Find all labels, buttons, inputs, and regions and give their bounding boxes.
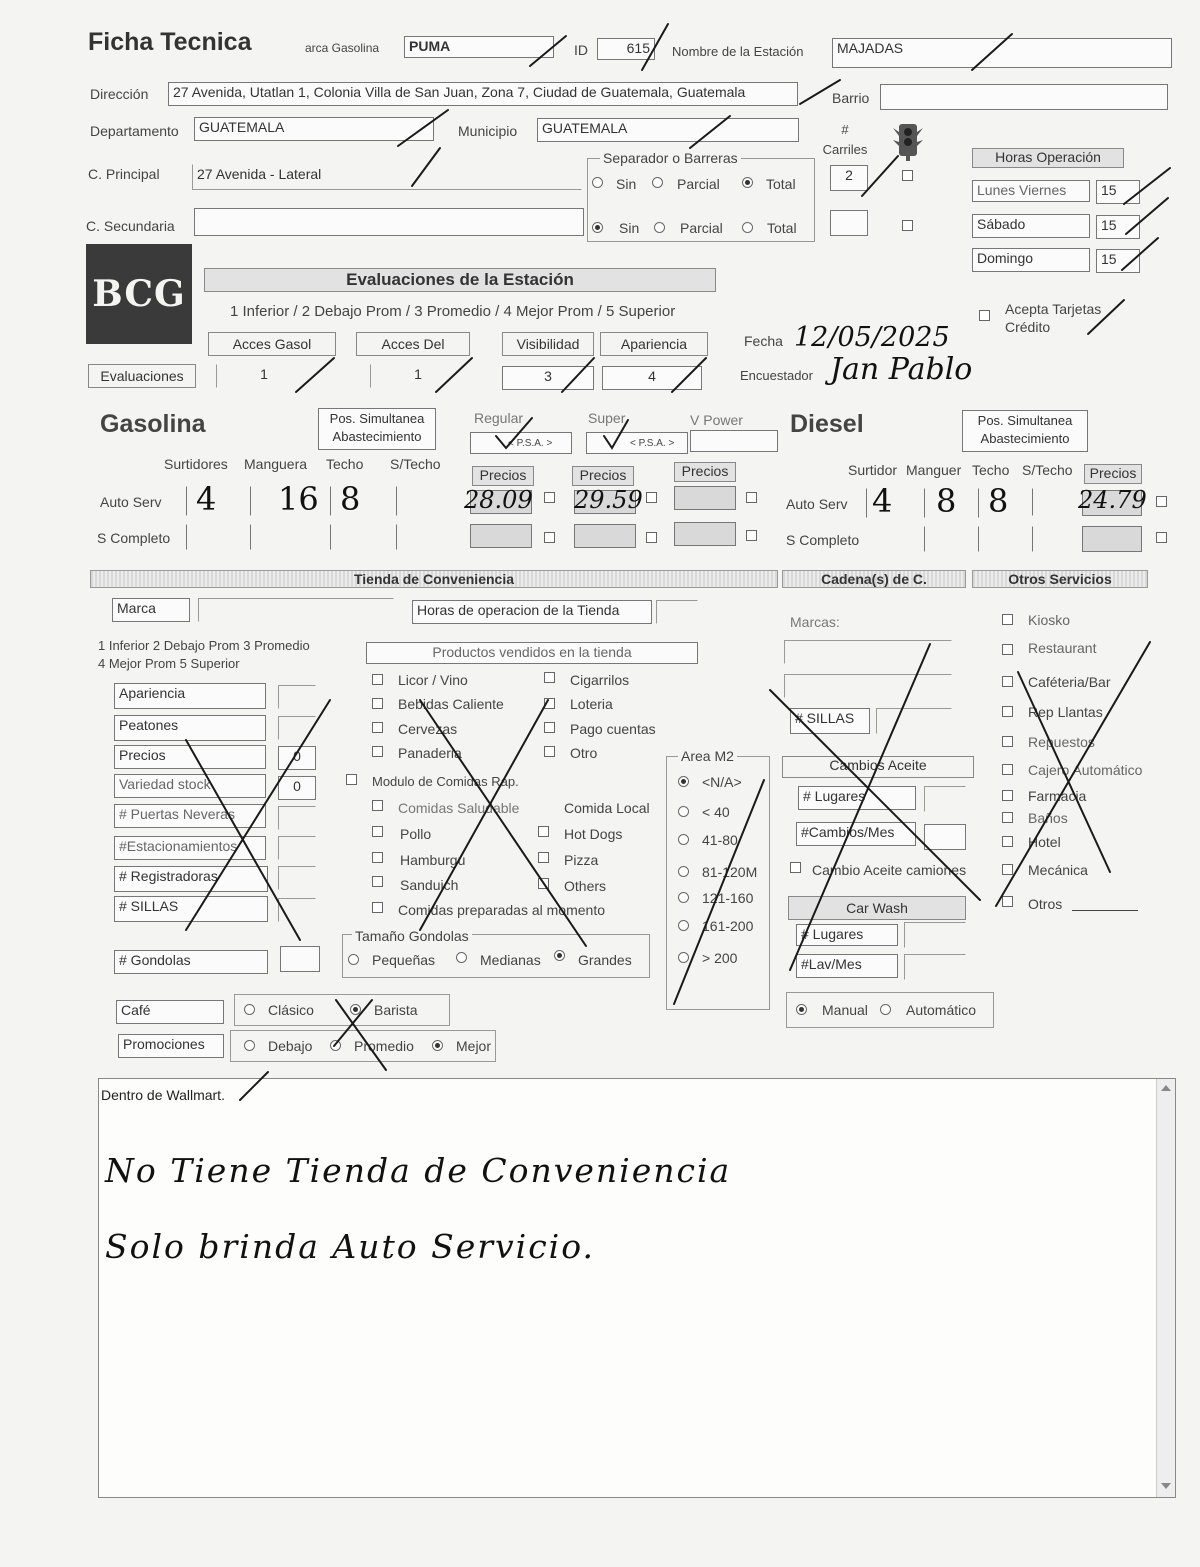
registradoras-field[interactable]	[278, 866, 316, 890]
cafe-label: Café	[116, 1000, 224, 1024]
cajero-checkbox[interactable]	[1002, 764, 1013, 775]
apariencia-eval-field[interactable]: 4	[602, 366, 702, 390]
estacionamientos-field[interactable]	[278, 836, 316, 860]
domingo-field[interactable]: 15	[1096, 249, 1140, 273]
area-group	[666, 756, 770, 1010]
c-principal-label: C. Principal	[88, 166, 160, 182]
visibilidad-label: Visibilidad	[502, 332, 594, 356]
acces-gasol-label: Acces Gasol	[208, 332, 336, 356]
area-161-200-radio[interactable]	[678, 920, 689, 931]
sep1-sin-radio[interactable]	[592, 177, 603, 188]
barrio-label: Barrio	[832, 90, 870, 106]
panaderia-label: Panaderia	[398, 745, 462, 761]
cadenas-marcas-field-2[interactable]	[784, 674, 952, 698]
debajo-radio[interactable]	[244, 1040, 255, 1051]
gas-as-stecho[interactable]	[396, 486, 438, 516]
barista-radio[interactable]	[350, 1004, 361, 1015]
aceite-lugares-field[interactable]	[924, 786, 966, 812]
encuestador-value[interactable]: Jan Pablo	[830, 352, 973, 387]
tienda-apariencia-field[interactable]	[278, 685, 316, 709]
visibilidad-field[interactable]: 3	[502, 366, 594, 390]
cambios-aceite-header: Cambios Aceite	[782, 756, 974, 778]
otros-field[interactable]	[1072, 910, 1138, 911]
surtidores-header: Surtidores	[164, 456, 228, 472]
sep2-total-label: Total	[767, 220, 797, 236]
promedio-label: Promedio	[354, 1038, 414, 1054]
area-40-radio[interactable]	[678, 806, 689, 817]
pequenas-label: Pequeñas	[372, 952, 436, 968]
cambios-mes-field[interactable]	[924, 824, 966, 850]
hamburguesa-label: Hamburgu	[400, 852, 466, 868]
horas-operacion-header: Horas Operación	[972, 148, 1124, 168]
estacionamientos-label: #Estacionamientos	[114, 836, 266, 860]
cafeteria-label: Caféteria/Bar	[1028, 674, 1111, 690]
cadenas-sillas-label: # SILLAS	[790, 708, 870, 734]
separador-title: Separador o Barreras	[600, 150, 741, 166]
direccion-field[interactable]: 27 Avenida, Utatlan 1, Colonia Villa de San Juan, Zona 7, Ciudad de Guatemala, Guatemala	[168, 82, 798, 106]
area-40-label: < 40	[702, 804, 730, 820]
promedio-radio[interactable]	[330, 1040, 341, 1051]
super-psa-label: < P.S.A. >	[630, 438, 675, 449]
diesel-sc-precio[interactable]	[1082, 526, 1142, 552]
barrio-field[interactable]	[880, 84, 1168, 110]
farmacia-checkbox[interactable]	[1002, 790, 1013, 801]
bcg-logo	[86, 244, 192, 344]
cajero-label: Cajero Automático	[1028, 762, 1143, 778]
regular-psa-label: < P.S.A. >	[508, 438, 553, 449]
diesel-stecho-header: S/Techo	[1022, 462, 1073, 478]
diesel-auto-serv-label: Auto Serv	[786, 496, 848, 512]
notes-handwritten-line-2: Solo brinda Auto Servicio.	[105, 1227, 596, 1266]
tienda-marca-field[interactable]	[198, 598, 394, 622]
tienda-horas-field[interactable]	[656, 600, 698, 624]
mejor-radio[interactable]	[432, 1040, 443, 1051]
gas-as-manguera-value: 16	[278, 480, 319, 518]
gas-sc-regular-checkbox[interactable]	[544, 532, 555, 543]
gas-sc-precio-regular[interactable]	[470, 524, 532, 548]
id-label: ID	[574, 42, 588, 58]
domingo-label: Domingo	[972, 248, 1090, 272]
gasolina-pos-sim: Pos. Simultanea Abastecimiento	[318, 408, 436, 450]
tienda-sillas-field[interactable]	[278, 898, 316, 922]
camiones-label: Cambio Aceite camiones	[812, 862, 967, 878]
hamburguesa-checkbox[interactable]	[372, 852, 383, 863]
tienda-scale-1: 1 Inferior 2 Debajo Prom 3 Promedio	[98, 638, 310, 653]
manual-label: Manual	[822, 1002, 868, 1018]
rep-llantas-checkbox[interactable]	[1002, 706, 1013, 717]
otros-label: Otros	[1028, 896, 1063, 912]
cervezas-label: Cervezas	[398, 721, 458, 737]
tienda-header: Tienda de Conveniencia	[90, 570, 778, 588]
licor-checkbox[interactable]	[372, 674, 383, 685]
sep1-total-label: Total	[766, 176, 796, 192]
bebidas-label: Bebidas Caliente	[398, 696, 504, 712]
automatico-radio[interactable]	[880, 1004, 891, 1015]
cw-lav-label: #Lav/Mes	[796, 954, 898, 978]
cadenas-sillas-field[interactable]	[876, 708, 952, 734]
cadenas-marcas-field-1[interactable]	[784, 640, 952, 664]
diesel-as-manguer-value: 8	[936, 482, 957, 520]
farmacia-label: Farmacia	[1028, 788, 1087, 804]
pago-cuentas-checkbox[interactable]	[544, 722, 555, 733]
modulo-checkbox[interactable]	[346, 774, 357, 785]
mecanica-label: Mecánica	[1028, 862, 1088, 878]
variedad-label: Variedad stock	[114, 774, 266, 798]
puertas-neveras-field[interactable]	[278, 806, 316, 830]
gas-sc-super-checkbox[interactable]	[646, 532, 657, 543]
gas-as-surtidores-value: 4	[196, 480, 217, 518]
c-principal-field[interactable]: 27 Avenida - Lateral	[192, 164, 582, 190]
direccion-label: Dirección	[90, 86, 149, 102]
notes-typed: Dentro de Wallmart.	[101, 1087, 225, 1103]
kiosko-checkbox[interactable]	[1002, 614, 1013, 625]
scroll-down-icon[interactable]	[1161, 1483, 1171, 1489]
id-field[interactable]: 615	[597, 38, 655, 60]
c-secundaria-label: C. Secundaria	[86, 218, 175, 234]
gasolina-title: Gasolina	[100, 410, 206, 438]
bcg-logo-text: BCG	[92, 273, 186, 315]
pollo-checkbox[interactable]	[372, 826, 383, 837]
loteria-label: Loteria	[570, 696, 613, 712]
hotdogs-checkbox[interactable]	[538, 826, 549, 837]
area-121-160-label: 121-160	[702, 890, 754, 906]
sanduich-label: Sanduich	[400, 877, 459, 893]
acepta-tarjetas-checkbox[interactable]	[979, 310, 990, 321]
saludable-checkbox[interactable]	[372, 800, 383, 811]
tienda-sillas-label: # SILLAS	[114, 896, 268, 922]
lunes-viernes-label: Lunes Viernes	[972, 180, 1090, 202]
banos-label: Baños	[1028, 810, 1068, 826]
municipio-label: Municipio	[458, 123, 518, 139]
comida-local-label: Comida Local	[564, 800, 650, 816]
tienda-horas-label: Horas de operacion de la Tienda	[412, 600, 652, 624]
tienda-precios-field[interactable]: 0	[278, 746, 316, 770]
carriles-checkbox-1[interactable]	[902, 170, 913, 181]
clasico-radio[interactable]	[244, 1004, 255, 1015]
gas-regular-checkbox[interactable]	[544, 492, 555, 503]
loteria-checkbox[interactable]	[544, 698, 555, 709]
techo-header: Techo	[326, 456, 364, 472]
productos-header: Productos vendidos en la tienda	[366, 642, 698, 664]
aceite-lugares-label: # Lugares	[798, 786, 916, 810]
diesel-as-surtidor-value: 4	[872, 482, 893, 520]
debajo-label: Debajo	[268, 1038, 313, 1054]
repuestos-checkbox[interactable]	[1002, 736, 1013, 747]
nombre-label: Nombre de la Estación	[672, 44, 804, 59]
notes-scrollbar[interactable]	[1156, 1079, 1175, 1497]
area-41-80-label: 41-80	[702, 832, 738, 848]
area-81-120-label: 81-120M	[702, 864, 758, 880]
clasico-label: Clásico	[268, 1002, 314, 1018]
sep2-sin-label: Sin	[619, 220, 640, 236]
evaluaciones-scale: 1 Inferior / 2 Debajo Prom / 3 Promedio / 4 Mejor Prom / 5 Superior	[230, 303, 676, 320]
gondolas-label: # Gondolas	[114, 950, 268, 974]
area-81-120-radio[interactable]	[678, 866, 689, 877]
peatones-label: Peatones	[114, 715, 266, 741]
cambios-mes-label: #Cambios/Mes	[796, 822, 916, 846]
cw-lugares-label: # Lugares	[796, 924, 898, 946]
sep2-sin-radio[interactable]	[592, 222, 603, 233]
carriles-checkbox-2[interactable]	[902, 220, 913, 231]
panaderia-checkbox[interactable]	[372, 746, 383, 757]
tienda-apariencia-label: Apariencia	[114, 683, 266, 709]
registradoras-label: # Registradoras	[114, 866, 268, 892]
gas-sc-surtidores[interactable]	[186, 524, 232, 550]
acces-gasol-field[interactable]: 1	[216, 364, 312, 388]
diesel-s-completo-label: S Completo	[786, 532, 860, 548]
camiones-checkbox[interactable]	[790, 862, 801, 873]
sep1-parcial-radio[interactable]	[652, 177, 663, 188]
kiosko-label: Kiosko	[1028, 612, 1071, 628]
carriles-field[interactable]: 2	[830, 165, 868, 191]
barista-label: Barista	[374, 1002, 418, 1018]
evaluaciones-row-label: Evaluaciones	[88, 364, 196, 388]
medianas-label: Medianas	[480, 952, 541, 968]
otros-checkbox[interactable]	[1002, 896, 1013, 907]
encuestador-label: Encuestador	[740, 368, 813, 383]
repuestos-label: Repuestos	[1028, 734, 1095, 750]
gas-sc-vpower-checkbox[interactable]	[746, 530, 757, 541]
evaluaciones-header: Evaluaciones de la Estación	[204, 268, 716, 292]
pizza-label: Pizza	[564, 852, 599, 868]
gas-sc-manguera[interactable]	[250, 524, 314, 550]
modulo-label: Modulo de Comidas Rap.	[372, 774, 519, 789]
diesel-pos-sim: Pos. Simultanea Abastecimiento	[962, 410, 1088, 452]
gondolas-field[interactable]	[280, 946, 320, 972]
regular-label: Regular	[474, 410, 524, 426]
pago-cuentas-label: Pago cuentas	[570, 721, 656, 737]
rep-llantas-label: Rep Llantas	[1028, 704, 1103, 720]
cadenas-marcas-label: Marcas:	[790, 614, 840, 630]
hotel-label: Hotel	[1028, 834, 1061, 850]
tienda-precios-label: Precios	[114, 745, 266, 769]
medianas-radio[interactable]	[456, 952, 467, 963]
diesel-techo-header: Techo	[972, 462, 1010, 478]
preparadas-checkbox[interactable]	[372, 902, 383, 913]
others-label: Others	[564, 878, 607, 894]
area-161-200-label: 161-200	[702, 918, 754, 934]
others-checkbox[interactable]	[538, 878, 549, 889]
diesel-sc-techo[interactable]	[978, 526, 1020, 552]
promociones-label: Promociones	[118, 1034, 224, 1058]
diesel-title: Diesel	[790, 410, 864, 438]
super-label: Super	[588, 410, 626, 426]
traffic-light-icon	[893, 122, 923, 162]
notes-textarea[interactable]	[98, 1078, 1176, 1498]
departamento-field[interactable]: GUATEMALA	[194, 117, 434, 141]
precio-vpower-header: Precios	[674, 462, 736, 482]
gas-precio-super-value: 29.59	[574, 486, 643, 514]
pizza-checkbox[interactable]	[538, 852, 549, 863]
puertas-neveras-label: # Puertas Neveras	[114, 804, 266, 828]
area-na-radio[interactable]	[678, 776, 689, 787]
banos-checkbox[interactable]	[1002, 812, 1013, 823]
gas-sc-precio-vpower[interactable]	[674, 522, 736, 546]
area-41-80-radio[interactable]	[678, 834, 689, 845]
restaurant-checkbox[interactable]	[1002, 644, 1013, 655]
licor-label: Licor / Vino	[398, 672, 468, 688]
gas-sc-stecho[interactable]	[396, 524, 438, 550]
restaurant-label: Restaurant	[1028, 640, 1097, 656]
nombre-field[interactable]: MAJADAS	[832, 38, 1172, 68]
diesel-precios-header: Precios	[1084, 464, 1142, 484]
area-200-label: > 200	[702, 950, 738, 966]
sep2-parcial-label: Parcial	[680, 220, 723, 236]
diesel-sc-stecho[interactable]	[1032, 526, 1074, 552]
acepta-tarjetas-label: Acepta Tarjetas Crédito	[1005, 301, 1102, 335]
mecanica-checkbox[interactable]	[1002, 864, 1013, 875]
sep2-parcial-radio[interactable]	[654, 222, 665, 233]
gas-sc-techo[interactable]	[330, 524, 376, 550]
marca-label: arca Gasolina	[305, 41, 380, 55]
otro-checkbox[interactable]	[544, 746, 555, 757]
hotdogs-label: Hot Dogs	[564, 826, 623, 842]
vpower-label: V Power	[690, 412, 743, 428]
cadenas-header: Cadena(s) de C.	[782, 570, 966, 588]
sabado-field[interactable]: 15	[1096, 215, 1140, 239]
peatones-field[interactable]	[278, 716, 316, 740]
acces-del-label: Acces Del	[356, 332, 470, 356]
precio-super-header: Precios	[572, 466, 634, 486]
gas-precio-vpower-field[interactable]	[674, 486, 736, 510]
departamento-label: Departamento	[90, 123, 179, 139]
bebidas-checkbox[interactable]	[372, 698, 383, 709]
diesel-surtidor-header: Surtidor	[848, 462, 898, 478]
grandes-radio[interactable]	[554, 950, 565, 961]
diesel-sc-checkbox[interactable]	[1156, 532, 1167, 543]
gas-precio-regular-value: 28.09	[464, 486, 533, 514]
mejor-label: Mejor	[456, 1038, 492, 1054]
cigarrillos-label: Cigarrilos	[570, 672, 630, 688]
marca-field[interactable]: PUMA	[404, 36, 554, 58]
c-secundaria-field[interactable]	[194, 208, 584, 236]
sep1-parcial-label: Parcial	[677, 176, 720, 192]
area-121-160-radio[interactable]	[678, 892, 689, 903]
sep1-total-radio[interactable]	[742, 177, 753, 188]
diesel-as-techo-value: 8	[988, 482, 1009, 520]
diesel-precio-value: 24.79	[1078, 486, 1147, 514]
apariencia-eval-label: Apariencia	[600, 332, 708, 356]
acces-del-field[interactable]: 1	[370, 364, 466, 388]
hotel-checkbox[interactable]	[1002, 836, 1013, 847]
form-title: Ficha Tecnica	[88, 28, 252, 56]
manual-radio[interactable]	[796, 1004, 807, 1015]
fecha-value[interactable]: 12/05/2025	[794, 322, 950, 353]
gas-vpower-checkbox[interactable]	[746, 492, 757, 503]
tienda-marca-label: Marca	[112, 598, 190, 622]
vpower-psa-field[interactable]	[690, 430, 778, 452]
area-na-label: <N/A>	[702, 774, 742, 790]
otro-label: Otro	[570, 745, 598, 761]
lunes-viernes-field[interactable]: 15	[1096, 180, 1140, 204]
s-techo-header: S/Techo	[390, 456, 441, 472]
carriles-label: # Carriles	[822, 122, 868, 157]
area-title: Area M2	[678, 748, 737, 764]
fecha-label: Fecha	[744, 333, 783, 349]
diesel-manguer-header: Manguer	[906, 462, 962, 478]
municipio-field[interactable]: GUATEMALA	[537, 118, 799, 142]
tamano-title: Tamaño Gondolas	[352, 928, 472, 944]
gas-sc-precio-super[interactable]	[574, 524, 636, 548]
gas-super-checkbox[interactable]	[646, 492, 657, 503]
cw-lugares-field[interactable]	[904, 922, 966, 948]
diesel-sc-manguer[interactable]	[924, 526, 968, 552]
sep1-sin-label: Sin	[616, 176, 637, 192]
precio-regular-header: Precios	[472, 466, 534, 486]
cigarrillos-checkbox[interactable]	[544, 672, 555, 683]
gas-auto-serv-label: Auto Serv	[100, 494, 162, 510]
pollo-label: Pollo	[400, 826, 432, 842]
car-wash-header: Car Wash	[788, 896, 966, 920]
cw-lav-field[interactable]	[904, 954, 966, 980]
area-200-radio[interactable]	[678, 952, 689, 963]
tienda-scale-2: 4 Mejor Prom 5 Superior	[98, 656, 240, 671]
carriles-field-2[interactable]	[830, 210, 868, 236]
sep2-total-radio[interactable]	[742, 222, 753, 233]
sabado-label: Sábado	[972, 214, 1090, 238]
scroll-up-icon[interactable]	[1161, 1085, 1171, 1091]
gas-s-completo-label: S Completo	[97, 530, 171, 546]
diesel-as-checkbox[interactable]	[1156, 496, 1167, 507]
manguera-header: Manguera	[244, 456, 308, 472]
notes-handwritten-line-1: No Tiene Tienda de Conveniencia	[105, 1151, 732, 1190]
cafeteria-checkbox[interactable]	[1002, 676, 1013, 687]
saludable-label: Comidas Saludable	[398, 800, 520, 816]
grandes-label: Grandes	[578, 952, 632, 968]
gas-as-techo-value: 8	[340, 480, 361, 518]
sanduich-checkbox[interactable]	[372, 876, 383, 887]
preparadas-label: Comidas preparadas al momento	[398, 902, 605, 918]
automatico-label: Automático	[906, 1002, 977, 1018]
diesel-as-stecho[interactable]	[1032, 488, 1074, 516]
pequenas-radio[interactable]	[348, 954, 359, 965]
otros-servicios-header: Otros Servicios	[972, 570, 1148, 588]
cervezas-checkbox[interactable]	[372, 722, 383, 733]
variedad-field[interactable]: 0	[278, 776, 316, 800]
